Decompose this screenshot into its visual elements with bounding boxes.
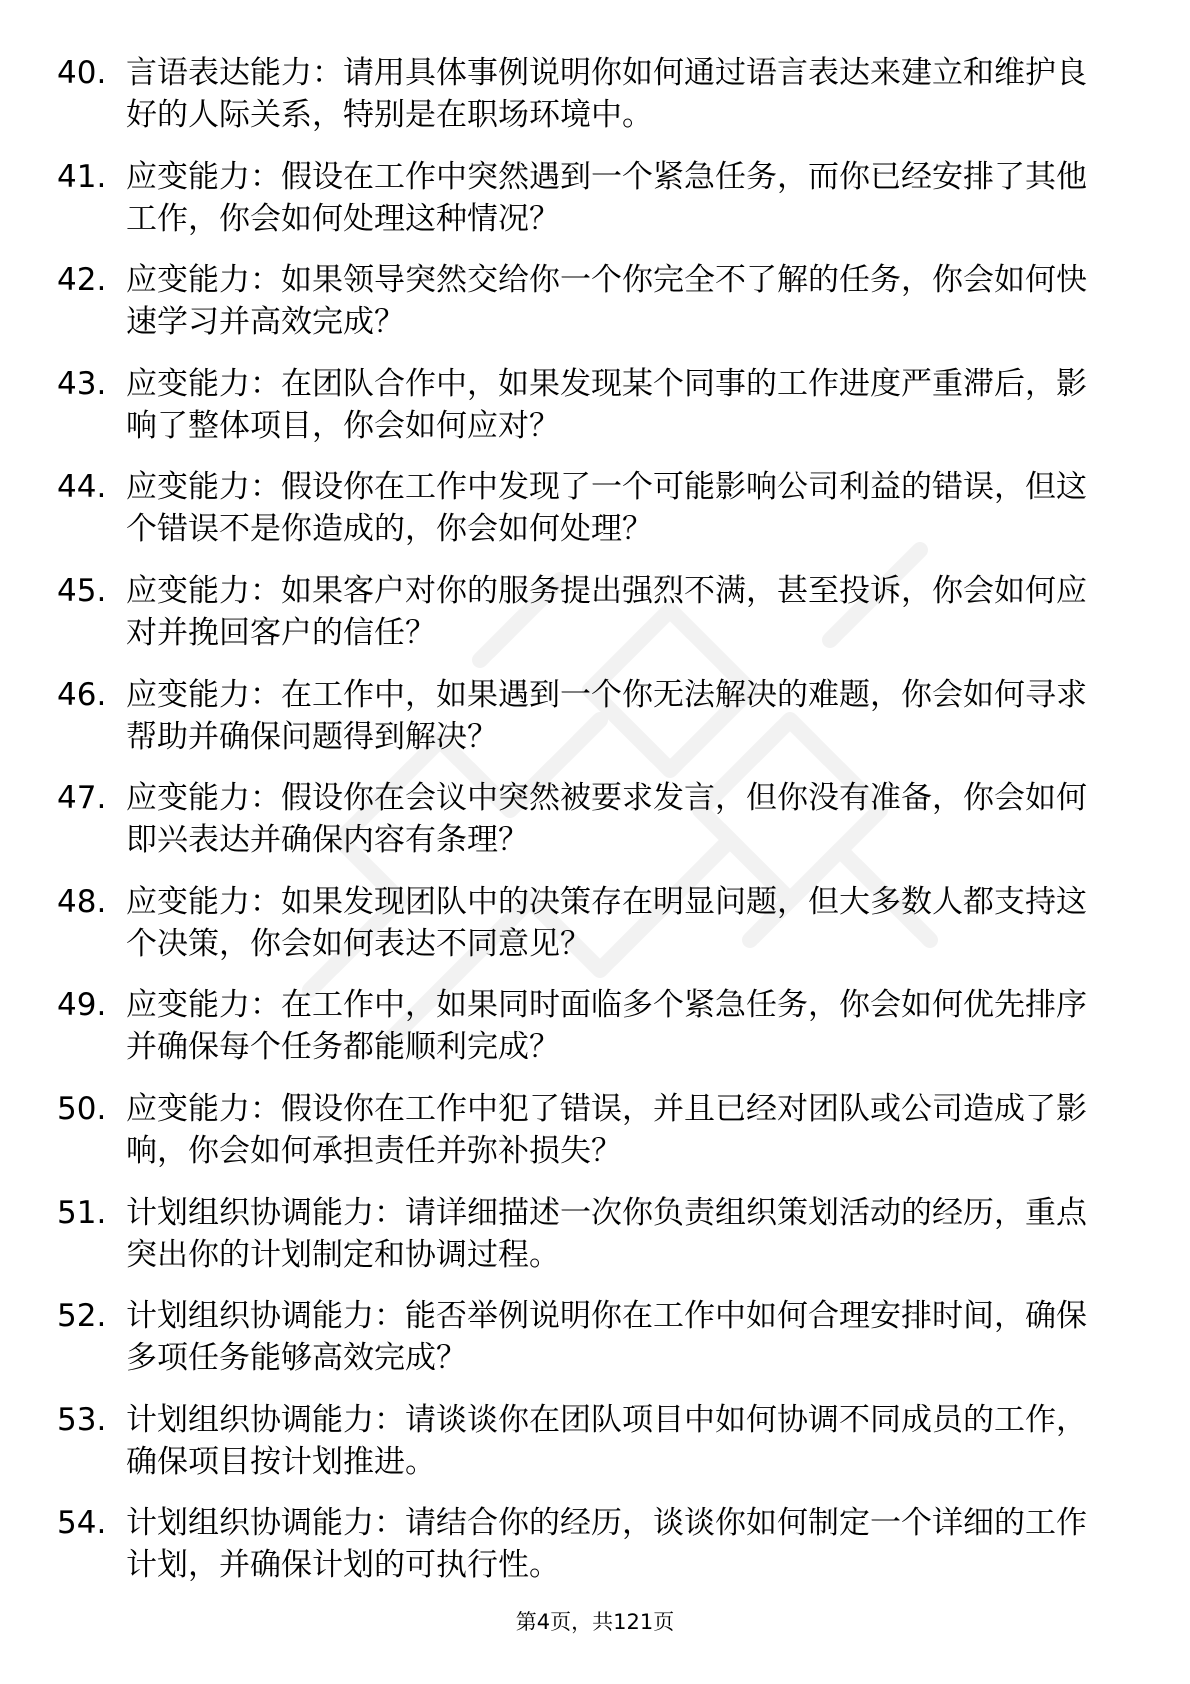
question-number: 47. xyxy=(57,780,107,817)
question-number: 54. xyxy=(57,1505,107,1542)
question-item xyxy=(57,52,1117,156)
question-text: 应变能力：在工作中，如果同时面临多个紧急任务，你会如何优先排序并确保每个任务都能顺利完成？ xyxy=(126,987,1087,1066)
question-text: 应变能力：如果客户对你的服务提出强烈不满，甚至投诉，你会如何应对并挽回客户的信任？ xyxy=(126,572,1087,651)
question-text: 应变能力：假设你在工作中发现了一个可能影响公司利益的错误，但这个错误不是你造成的，你会如何处理？ xyxy=(126,469,1087,548)
question-item xyxy=(57,1502,1117,1606)
question-text: 应变能力：假设你在会议中突然被要求发言，但你没有准备，你会如何即兴表达并确保内容有条理？ xyxy=(126,780,1087,859)
question-item xyxy=(57,1399,1117,1503)
question-number: 48. xyxy=(57,883,107,920)
question-item xyxy=(57,1192,1117,1296)
question-number: 50. xyxy=(57,1090,107,1127)
question-item xyxy=(57,1295,1117,1399)
question-number: 49. xyxy=(57,987,107,1024)
question-text: 应变能力：假设在工作中突然遇到一个紧急任务，而你已经安排了其他工作，你会如何处理这种情况？ xyxy=(126,158,1087,237)
question-item xyxy=(57,363,1117,467)
question-text: 应变能力：在工作中，如果遇到一个你无法解决的难题，你会如何寻求帮助并确保问题得到解决？ xyxy=(126,676,1087,755)
question-number: 44. xyxy=(57,469,107,506)
question-text: 计划组织协调能力：请结合你的经历，谈谈你如何制定一个详细的工作计划，并确保计划的可执行性。 xyxy=(126,1505,1087,1584)
question-number: 43. xyxy=(57,365,107,402)
question-text: 计划组织协调能力：请谈谈你在团队项目中如何协调不同成员的工作，确保项目按计划推进。 xyxy=(126,1401,1087,1480)
question-number: 46. xyxy=(57,676,107,713)
question-number: 42. xyxy=(57,262,107,299)
question-item xyxy=(57,570,1117,674)
question-number: 45. xyxy=(57,572,107,609)
question-text: 应变能力：如果领导突然交给你一个你完全不了解的任务，你会如何快速学习并高效完成？ xyxy=(126,262,1087,341)
question-item xyxy=(57,674,1117,778)
question-number: 41. xyxy=(57,158,107,195)
question-text: 应变能力：假设你在工作中犯了错误，并且已经对团队或公司造成了影响，你会如何承担责任并弥补损失？ xyxy=(126,1090,1087,1169)
question-number: 52. xyxy=(57,1298,107,1335)
question-text: 计划组织协调能力：能否举例说明你在工作中如何合理安排时间，确保多项任务能够高效完成？ xyxy=(126,1298,1087,1377)
question-text: 言语表达能力：请用具体事例说明你如何通过语言表达来建立和维护良好的人际关系，特别是在职场环境中。 xyxy=(126,55,1087,133)
question-item xyxy=(57,881,1117,985)
page-footer xyxy=(0,1608,1190,1636)
question-number: 51. xyxy=(57,1194,107,1231)
question-number: 53. xyxy=(57,1401,107,1438)
question-text: 计划组织协调能力：请详细描述一次你负责组织策划活动的经历，重点突出你的计划制定和协调过程。 xyxy=(126,1194,1087,1273)
question-item xyxy=(57,466,1117,570)
question-item xyxy=(57,1088,1117,1192)
question-number: 40. xyxy=(57,55,107,91)
question-item xyxy=(57,777,1117,881)
question-list xyxy=(57,52,1117,1606)
question-text: 应变能力：在团队合作中，如果发现某个同事的工作进度严重滞后，影响了整体项目，你会如何应对？ xyxy=(126,365,1087,444)
question-text: 应变能力：如果发现团队中的决策存在明显问题，但大多数人都支持这个决策，你会如何表达不同意见？ xyxy=(126,883,1087,962)
question-item xyxy=(57,259,1117,363)
question-item xyxy=(57,984,1117,1088)
question-item xyxy=(57,156,1117,260)
page-indicator: 第4页，共121页 xyxy=(515,1610,675,1634)
